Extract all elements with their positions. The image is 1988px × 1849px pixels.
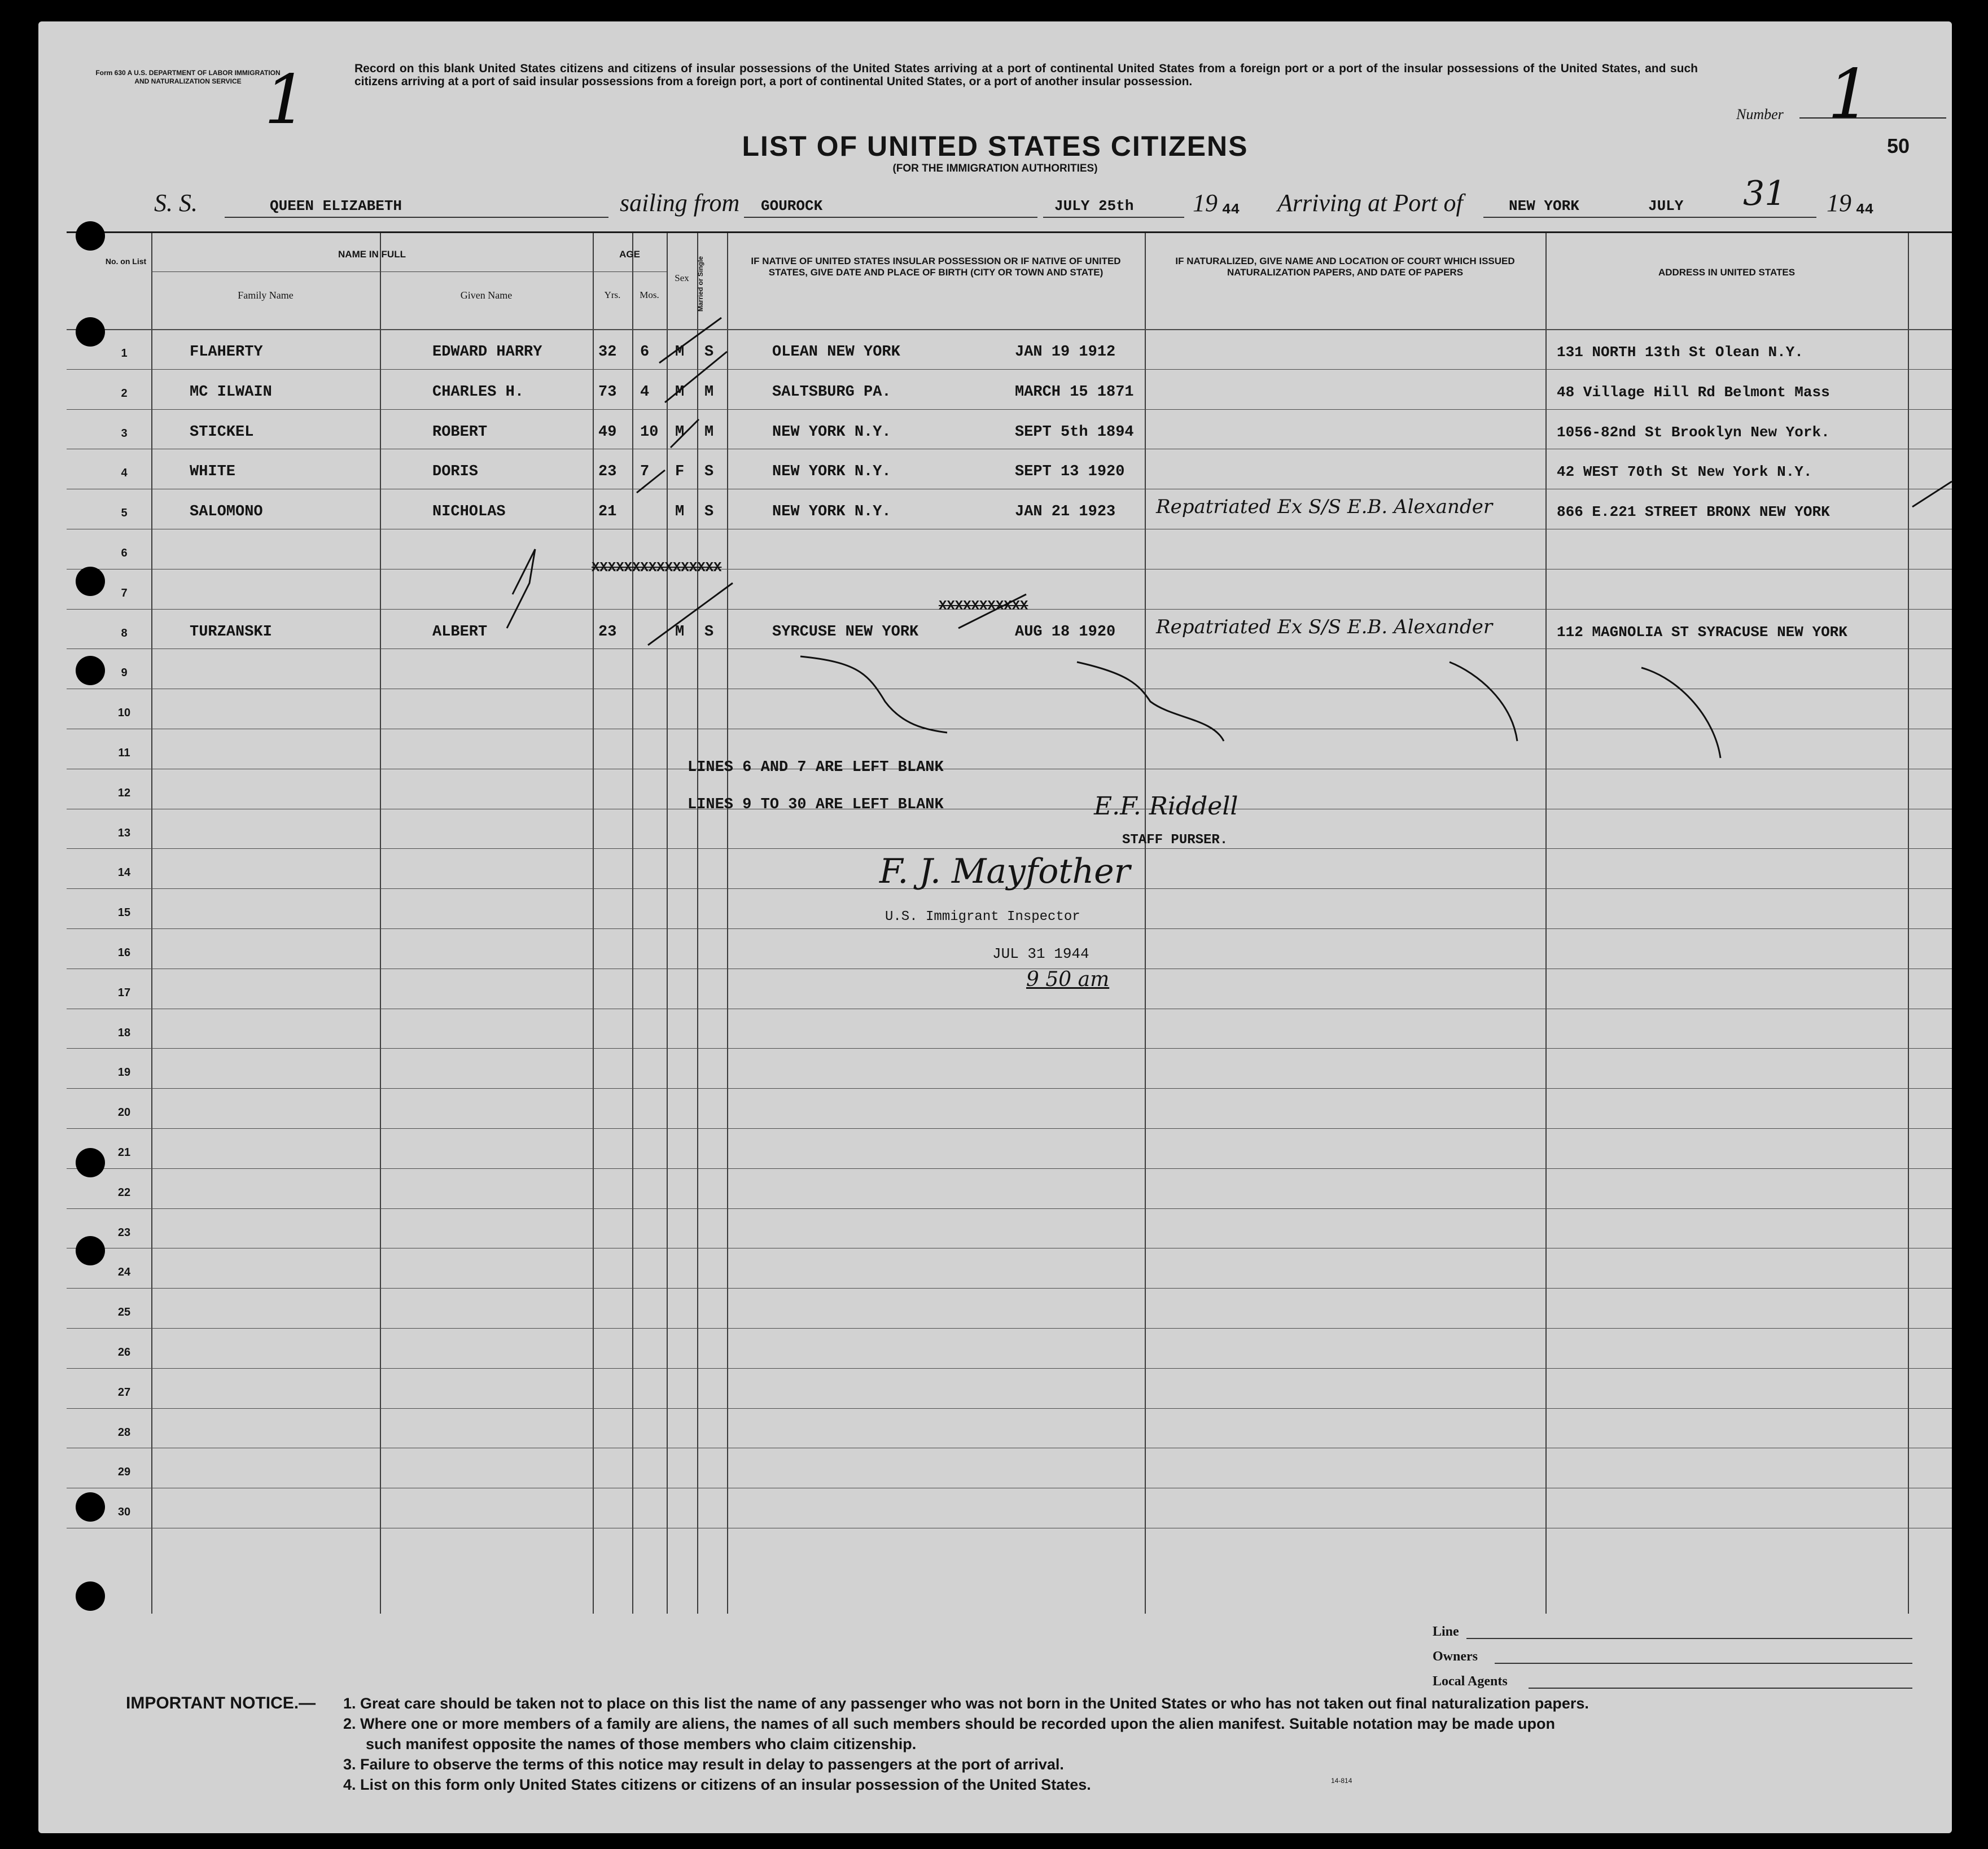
cell-place: OLEAN NEW YORK bbox=[772, 344, 900, 361]
cell-date: SEPT 13 1920 bbox=[1015, 463, 1125, 481]
number-line bbox=[1799, 117, 1946, 119]
cell-sex: F bbox=[675, 463, 685, 481]
cell-place: NEW YORK N.Y. bbox=[772, 423, 891, 441]
col-address: ADDRESS IN UNITED STATES bbox=[1658, 267, 1796, 278]
cell-date: MARCH 15 1871 bbox=[1015, 383, 1134, 401]
footer-owners-label: Owners bbox=[1433, 1649, 1478, 1664]
footer-line-label: Line bbox=[1433, 1624, 1459, 1639]
cell-given: ALBERT bbox=[432, 623, 488, 641]
row-number: 13 bbox=[117, 826, 131, 839]
row-number: 7 bbox=[121, 586, 128, 599]
arrival-day: 31 bbox=[1743, 174, 1786, 213]
row-line bbox=[67, 1208, 1952, 1209]
binder-hole bbox=[76, 1148, 105, 1177]
manifest-sheet bbox=[38, 21, 1952, 1833]
row-line bbox=[67, 1128, 1952, 1129]
arrival-port: NEW YORK bbox=[1509, 198, 1579, 214]
cell-given: EDWARD HARRY bbox=[432, 344, 542, 361]
cell-yrs: 23 bbox=[598, 463, 617, 481]
row-number: 15 bbox=[117, 906, 131, 919]
sailing-label: sailing from bbox=[620, 189, 740, 217]
cell-sex: M bbox=[675, 503, 685, 521]
notice-2: 2. Where one or more members of a family are aliens, the names of all such members should be recorded upon the alien manifest. Suitable notation may be made upon bbox=[343, 1715, 1556, 1732]
from-port-line bbox=[744, 217, 1037, 218]
passenger-table bbox=[67, 231, 1952, 1614]
handwritten-list-mark: 1 bbox=[264, 61, 308, 139]
row-line bbox=[67, 928, 1952, 929]
cell-family: MC ILWAIN bbox=[190, 383, 272, 401]
sail-year: 44 bbox=[1222, 201, 1240, 218]
arrival-line bbox=[1483, 217, 1816, 218]
cell-address: 866 E.221 STREET BRONX NEW YORK bbox=[1557, 503, 1830, 521]
cell-address: 42 WEST 70th St New York N.Y. bbox=[1557, 463, 1812, 481]
cell-sex: M bbox=[675, 623, 685, 641]
notice-3: 3. Failure to observe the terms of this notice may result in delay to passengers at the port of arrival. bbox=[343, 1756, 1064, 1773]
row-line bbox=[67, 1168, 1952, 1169]
col-name-in-full: NAME IN FULL bbox=[338, 249, 406, 260]
struck-entry-line-6: XXXXXXXXXXXXXXXX bbox=[592, 560, 722, 576]
arrival-stamp-date: JUL 31 1944 bbox=[992, 945, 1089, 962]
row-number: 18 bbox=[117, 1026, 131, 1039]
cell-date: JAN 21 1923 bbox=[1015, 503, 1116, 521]
col-birth: IF NATIVE OF UNITED STATES INSULAR POSSESSION OR IF NATIVE OF UNITED STATES, GIVE DATE AND PLACE OF BIRTH (CITY OR TOWN AND STATE) bbox=[751, 256, 1121, 278]
binder-hole bbox=[76, 1236, 105, 1265]
arriving-label: Arriving at Port of bbox=[1277, 189, 1463, 217]
row-number: 30 bbox=[117, 1506, 131, 1519]
cell-family: WHITE bbox=[190, 463, 236, 481]
cell-date: AUG 18 1920 bbox=[1015, 623, 1116, 641]
row-number: 21 bbox=[117, 1146, 131, 1159]
binder-hole bbox=[76, 1492, 105, 1522]
record-instructions: Record on this blank United States citizens and citizens of insular possessions of the United States arriving at a port of continental United States from a foreign port or a port of the insular possessions of the United States, and such citizens arriving at a port of said insular possessions from a foreign port, a port of continental United States, or a port of another insular possession. bbox=[354, 62, 1698, 88]
binder-hole bbox=[76, 221, 105, 251]
handwritten-number: 1 bbox=[1828, 55, 1871, 134]
row-line bbox=[67, 1088, 1952, 1089]
row-number: 12 bbox=[117, 786, 131, 799]
row-number: 22 bbox=[117, 1186, 131, 1199]
row-number: 27 bbox=[117, 1386, 131, 1399]
purser-signature: E.F. Riddell bbox=[1094, 792, 1238, 821]
row-number: 26 bbox=[117, 1346, 131, 1359]
cell-address: 48 Village Hill Rd Belmont Mass bbox=[1557, 383, 1830, 401]
col-no-on-list: No. on List bbox=[105, 257, 147, 266]
inspector-signature: F. J. Mayfother bbox=[879, 852, 1131, 891]
sail-year-prefix: 19 bbox=[1193, 189, 1218, 217]
row-number: 19 bbox=[117, 1066, 131, 1079]
notice-1: 1. Great care should be taken not to place on this list the name of any passenger who was not born in the United States or who has not taken out final naturalization papers. bbox=[343, 1695, 1589, 1712]
sail-date-line bbox=[1043, 217, 1184, 218]
col-naturalized: IF NATURALIZED, GIVE NAME AND LOCATION OF COURT WHICH ISSUED NATURALIZATION PAPERS, AND DATE OF PAPERS bbox=[1175, 256, 1515, 278]
row-number: 3 bbox=[121, 427, 128, 440]
cell-mos: 7 bbox=[640, 463, 650, 481]
binder-hole bbox=[76, 656, 105, 685]
row-number: 25 bbox=[117, 1306, 131, 1319]
cell-family: FLAHERTY bbox=[190, 344, 263, 361]
row-number: 5 bbox=[121, 507, 128, 520]
cell-ms: S bbox=[704, 344, 714, 361]
cell-yrs: 49 bbox=[598, 423, 617, 441]
row-line bbox=[67, 1328, 1952, 1329]
cell-address: 112 MAGNOLIA ST SYRACUSE NEW YORK bbox=[1557, 623, 1847, 641]
cell-ms: S bbox=[704, 623, 714, 641]
col-mos: Mos. bbox=[640, 290, 659, 300]
ss-label: S. S. bbox=[154, 189, 198, 217]
cell-mos: 10 bbox=[640, 423, 659, 441]
cell-date: SEPT 5th 1894 bbox=[1015, 423, 1134, 441]
cell-yrs: 23 bbox=[598, 623, 617, 641]
row-line bbox=[67, 1408, 1952, 1409]
row-number: 6 bbox=[121, 547, 128, 559]
notice-title: IMPORTANT NOTICE.— bbox=[126, 1694, 316, 1712]
note-lines-9-30-blank: LINES 9 TO 30 ARE LEFT BLANK bbox=[688, 796, 944, 813]
row-number: 20 bbox=[117, 1106, 131, 1119]
row-line bbox=[67, 1288, 1952, 1289]
row-line bbox=[67, 848, 1952, 849]
row-number: 1 bbox=[121, 347, 128, 360]
row-number: 4 bbox=[121, 467, 128, 480]
row-number: 11 bbox=[118, 747, 130, 759]
cell-sex: M bbox=[675, 383, 685, 401]
binder-hole bbox=[76, 1581, 105, 1611]
col-family-name: Family Name bbox=[238, 290, 294, 301]
row-number: 23 bbox=[117, 1226, 131, 1239]
form-title: LIST OF UNITED STATES CITIZENS bbox=[742, 130, 1249, 162]
cell-address: 1056-82nd St Brooklyn New York. bbox=[1557, 423, 1830, 441]
row-number: 17 bbox=[117, 986, 131, 999]
note-lines-6-7-blank: LINES 6 AND 7 ARE LEFT BLANK bbox=[688, 759, 944, 776]
cell-naturalized: Repatriated Ex S/S E.B. Alexander bbox=[1156, 615, 1493, 638]
footer-agents-rule bbox=[1529, 1688, 1912, 1689]
binder-hole bbox=[76, 567, 105, 596]
cell-ms: M bbox=[704, 423, 714, 441]
footer-owners-rule bbox=[1495, 1663, 1912, 1664]
cell-place: SYRCUSE NEW YORK bbox=[772, 623, 919, 641]
row-number: 29 bbox=[117, 1466, 131, 1479]
cell-yrs: 73 bbox=[598, 383, 617, 401]
row-number: 16 bbox=[117, 947, 131, 959]
sail-date: JULY 25th bbox=[1054, 198, 1134, 214]
footer-agents-label: Local Agents bbox=[1433, 1674, 1508, 1689]
arrival-month: JULY bbox=[1648, 198, 1684, 214]
cell-given: DORIS bbox=[432, 463, 479, 481]
col-given-name: Given Name bbox=[460, 290, 513, 301]
row-number: 10 bbox=[117, 707, 131, 720]
cell-date: JAN 19 1912 bbox=[1015, 344, 1116, 361]
footer-line-rule bbox=[1466, 1638, 1912, 1639]
notice-4: 4. List on this form only United States citizens or citizens of an insular possession of the United States. bbox=[343, 1776, 1091, 1793]
row-number: 28 bbox=[117, 1426, 131, 1439]
col-married-single: Married or Single bbox=[697, 256, 704, 312]
cell-place: NEW YORK N.Y. bbox=[772, 463, 891, 481]
col-sex: Sex bbox=[675, 273, 689, 283]
cell-sex: M bbox=[675, 423, 685, 441]
ship-line bbox=[225, 217, 608, 218]
arrival-year: 44 bbox=[1856, 201, 1874, 218]
number-label: Number bbox=[1736, 106, 1784, 122]
cell-place: NEW YORK N.Y. bbox=[772, 503, 891, 521]
notice-2-cont: such manifest opposite the names of those members who claim citizenship. bbox=[366, 1736, 917, 1752]
cell-mos: 6 bbox=[640, 344, 650, 361]
row-line bbox=[67, 1368, 1952, 1369]
cell-family: STICKEL bbox=[190, 423, 254, 441]
cell-given: NICHOLAS bbox=[432, 503, 506, 521]
binder-hole bbox=[76, 317, 105, 347]
form-id: Form 630 A U.S. DEPARTMENT OF LABOR IMMIGRATION AND NATURALIZATION SERVICE bbox=[95, 69, 281, 85]
cell-yrs: 32 bbox=[598, 344, 617, 361]
cell-given: CHARLES H. bbox=[432, 383, 524, 401]
arrival-stamp-time: 9 50 am bbox=[1026, 968, 1110, 991]
cell-sex: M bbox=[675, 344, 685, 361]
row-number: 24 bbox=[117, 1266, 131, 1279]
col-yrs: Yrs. bbox=[604, 290, 621, 300]
row-number: 14 bbox=[117, 866, 131, 879]
cell-ms: S bbox=[704, 463, 714, 481]
cell-family: TURZANSKI bbox=[190, 623, 272, 641]
ship-name: QUEEN ELIZABETH bbox=[270, 198, 402, 214]
cell-naturalized: Repatriated Ex S/S E.B. Alexander bbox=[1156, 496, 1493, 519]
cell-place: SALTSBURG PA. bbox=[772, 383, 891, 401]
row-number: 2 bbox=[121, 387, 128, 400]
arrival-year-prefix: 19 bbox=[1827, 189, 1851, 217]
cell-ms: S bbox=[704, 503, 714, 521]
cell-given: ROBERT bbox=[432, 423, 488, 441]
purser-title: STAFF PURSER. bbox=[1122, 833, 1228, 848]
pen-strokes bbox=[67, 233, 1952, 798]
row-line bbox=[67, 1048, 1952, 1049]
cell-address: 131 NORTH 13th St Olean N.Y. bbox=[1557, 344, 1803, 361]
row-number: 9 bbox=[121, 667, 128, 680]
row-number: 8 bbox=[121, 626, 128, 639]
page-number: 50 bbox=[1887, 134, 1910, 157]
form-code: 14-814 bbox=[1331, 1777, 1352, 1785]
form-subtitle: (FOR THE IMMIGRATION AUTHORITIES) bbox=[892, 163, 1098, 174]
inspector-title: U.S. Immigrant Inspector bbox=[885, 909, 1080, 924]
col-age: AGE bbox=[619, 249, 640, 260]
cell-family: SALOMONO bbox=[190, 503, 263, 521]
cell-yrs: 21 bbox=[598, 503, 617, 521]
cell-mos: 4 bbox=[640, 383, 650, 401]
struck-entry-line-8: XXXXXXXXXXX bbox=[939, 599, 1028, 614]
from-port: GOUROCK bbox=[761, 198, 823, 214]
cell-ms: M bbox=[704, 383, 714, 401]
